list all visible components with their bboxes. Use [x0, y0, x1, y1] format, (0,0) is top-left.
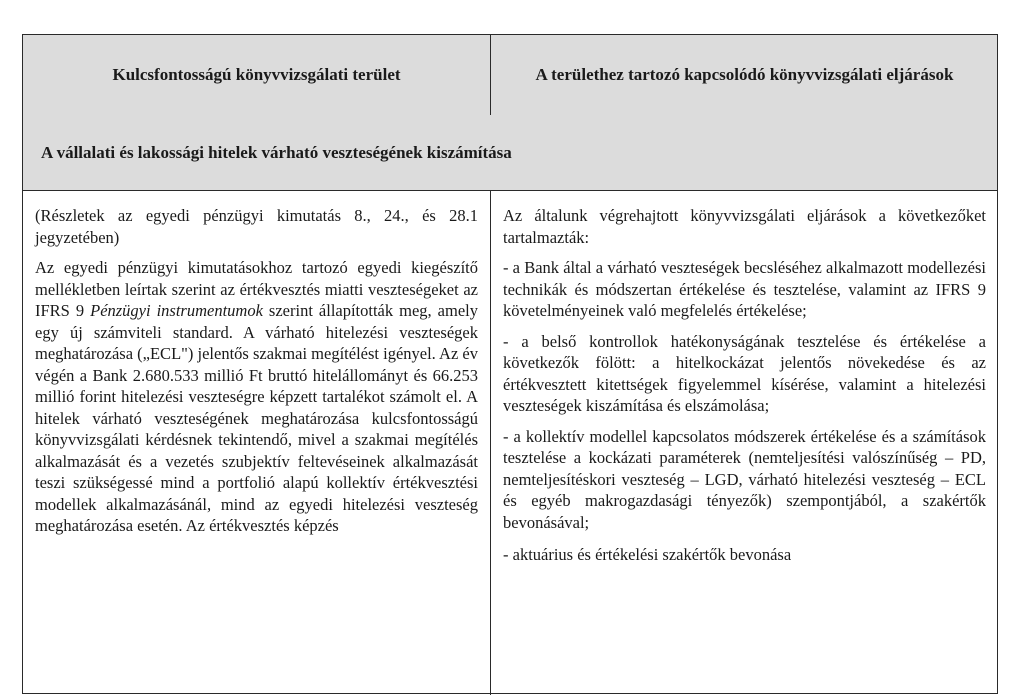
right-paragraph-collective: - a kollektív modellel kapcsolatos módszerek értékelése és a számítások tesztelése a kockázati paraméterek (nemteljesítési valószínűség – PD, nemteljesítéskori veszteség – LGD, várható hitelezési veszteség – ECL és egyéb makrogazdasági tényezők) szempontjából, a szakértők bevonásával;	[503, 426, 986, 532]
audit-matters-table	[22, 34, 998, 694]
right-paragraph-experts: - aktuárius és értékelési szakértők bevonása	[503, 545, 792, 564]
section-title: A vállalati és lakossági hitelek várható veszteségének kiszámítása	[23, 115, 997, 191]
header-related-procedures: A területhez tartozó kapcsolódó könyvvizsgálati eljárások	[535, 65, 954, 84]
left-text-italic: Pénzügyi instrumentumok	[90, 301, 263, 320]
table-header-row	[23, 35, 997, 116]
right-paragraph-controls: - a belső kontrollok hatékonyságának tesztelése és értékelése a következők fölött: a hitelkockázat jelentős növekedése és az értékvesztett kitettségek figyelemmel kísérése, valamint a hitelezési veszteségek kiszámítása és elszámolása;	[503, 331, 986, 415]
left-column	[23, 191, 491, 695]
table-body-row	[23, 191, 997, 695]
right-paragraph-models: - a Bank által a várható veszteségek becsléséhez alkalmazott modellezési technikák és módszertan értékelése és tesztelése, valamint az IFRS 9 követelményeinek való megfelelés értékelése;	[503, 258, 986, 320]
right-paragraph-intro: Az általunk végrehajtott könyvvizsgálati eljárások a következőket tartalmazták:	[503, 206, 986, 247]
left-text-part2: szerint állapították meg, amely egy új számviteli standard. A várható hitelezési veszteségek meghatározása („ECL") jelentős szakmai megítélést igényel. Az év végén a Bank 2.680.533 millió Ft bruttó hitelállományt és 66.253 millió forint hitelezési veszteségre képzett tartalékot számolt el. A hitelek várható veszteségének meghatározása kulcsfontosságú könyvvizsgálati kérdésnek tekintendő, mivel a szakmai megítélés alkalmazását és a vezetés szubjektív feltevéseinek alkalmazását teszi szükségessé mind a portfolió alapú kollektív értékvesztési modellek alkalmazásánál, mind az egyedi hitelezési veszteség meghatározása esetén. Az értékvesztés képzés	[35, 301, 478, 535]
right-column	[491, 191, 998, 695]
left-paragraph-description	[35, 257, 478, 537]
header-key-audit-area: Kulcsfontosságú könyvvizsgálati terület	[23, 35, 491, 115]
left-text-part1: Az egyedi pénzügyi kimutatásokhoz tartozó egyedi kiegészítő mellékletben leírtak szerint az értékvesztés miatti veszteségeket az IFRS 9	[35, 258, 478, 320]
left-paragraph-reference: (Részletek az egyedi pénzügyi kimutatás 8., 24., és 28.1 jegyzetében)	[35, 206, 478, 247]
